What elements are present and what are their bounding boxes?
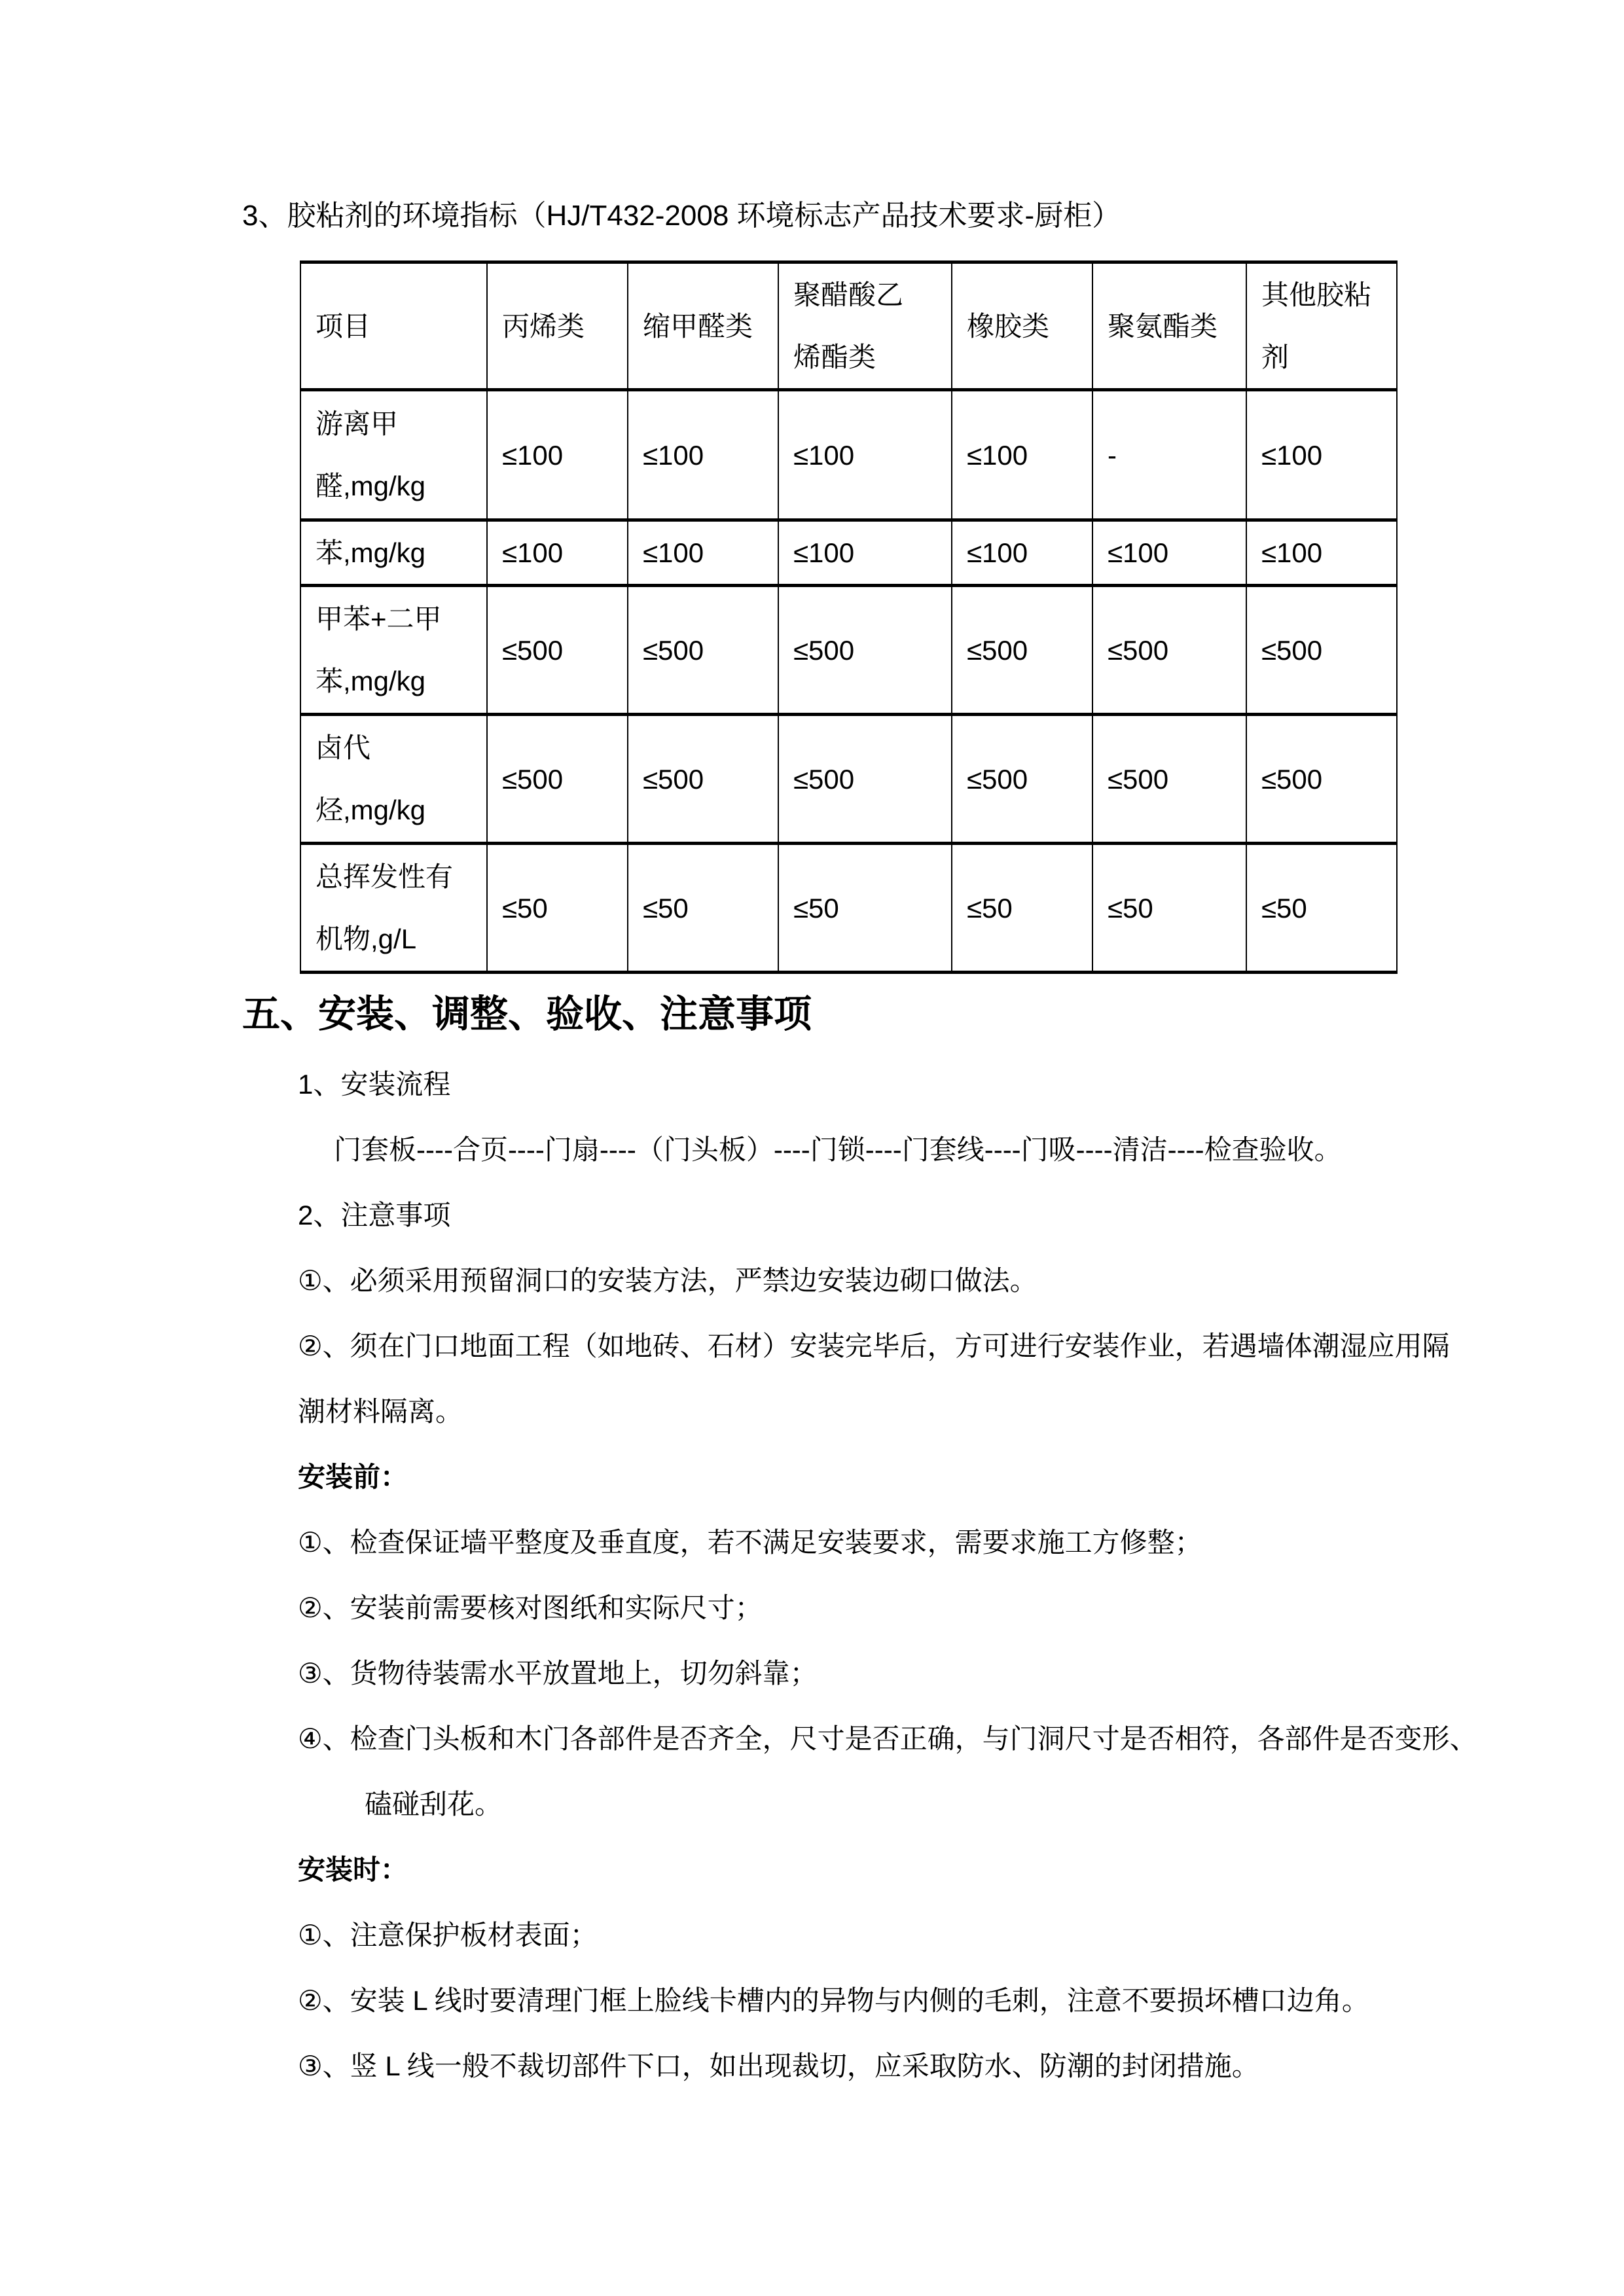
body-line-during-1: ①、注意保护板材表面； [298, 1920, 598, 1950]
body-line-install-flow: 门套板----合页----门扇----（门头板）----门锁----门套线----门吸----清洁----检查验收。 [334, 1134, 1342, 1165]
table-row-benzene [300, 520, 1397, 586]
body-line-before-3: ③、货物待装需水平放置地上，切勿斜靠； [298, 1658, 818, 1689]
subhead-during-install: 安装时： [298, 1854, 408, 1885]
header-cell-other-adhesive: 其他胶粘 剂 [1246, 262, 1397, 390]
value-cell: ≤50 [778, 844, 952, 973]
value-cell: ≤100 [487, 520, 628, 586]
table-row-toluene-xylene [300, 586, 1397, 715]
header-cell-item: 项目 [300, 262, 487, 390]
body-line-before-4-cont: 磕碰刮花。 [365, 1789, 503, 1820]
body-line-before-1: ①、检查保证墙平整度及垂直度，若不满足安装要求，需要求施工方修整； [298, 1527, 1202, 1558]
value-cell: ≤500 [952, 715, 1092, 844]
value-cell: ≤500 [952, 586, 1092, 715]
value-cell: ≤50 [952, 844, 1092, 973]
body-line-note-2: ②、须在门口地面工程（如地砖、石材）安装完毕后，方可进行安装作业，若遇墙体潮湿应用隔 [298, 1331, 1450, 1361]
row-label-cell: 卤代 烃,mg/kg [300, 715, 487, 844]
body-line-notes-label: 2、注意事项 [298, 1200, 451, 1230]
value-cell: ≤100 [778, 520, 952, 586]
body-line-install-process-label: 1、安装流程 [298, 1069, 451, 1100]
body-line-during-3: ③、竖 L 线一般不裁切部件下口，如出现裁切，应采取防水、防潮的封闭措施。 [298, 2051, 1259, 2081]
value-cell: ≤500 [487, 715, 628, 844]
value-cell: ≤500 [628, 715, 778, 844]
value-cell: ≤100 [487, 390, 628, 520]
table-row-tvoc [300, 844, 1397, 973]
value-cell: ≤100 [628, 520, 778, 586]
value-cell: ≤500 [628, 586, 778, 715]
value-cell: ≤100 [1092, 520, 1246, 586]
row-label-cell: 甲苯+二甲 苯,mg/kg [300, 586, 487, 715]
value-cell: ≤500 [1246, 715, 1397, 844]
section5 [0, 977, 1624, 2099]
row-label-cell: 总挥发性有 机物,g/L [300, 844, 487, 973]
header-cell-acrylic: 丙烯类 [487, 262, 628, 390]
body-line-before-2: ②、安装前需要核对图纸和实际尺寸； [298, 1592, 763, 1623]
value-cell: ≤100 [778, 390, 952, 520]
value-cell: - [1092, 390, 1246, 520]
value-cell: ≤50 [1092, 844, 1246, 973]
value-cell: ≤50 [628, 844, 778, 973]
value-cell: ≤500 [1092, 715, 1246, 844]
value-cell: ≤50 [1246, 844, 1397, 973]
section3-title: 3、胶粘剂的环境指标（HJ/T432-2008 环境标志产品技术要求-厨柜） [242, 200, 1121, 232]
body-line-note-1: ①、必须采用预留洞口的安装方法，严禁边安装边砌口做法。 [298, 1265, 1038, 1296]
row-label-cell: 游离甲 醛,mg/kg [300, 390, 487, 520]
value-cell: ≤50 [487, 844, 628, 973]
row-label-cell: 苯,mg/kg [300, 520, 487, 586]
table-row-halogenated-hydrocarbons [300, 715, 1397, 844]
value-cell: ≤500 [487, 586, 628, 715]
header-cell-polyurethane: 聚氨酯类 [1092, 262, 1246, 390]
table-row-free-formaldehyde [300, 390, 1397, 520]
value-cell: ≤100 [628, 390, 778, 520]
body-line-before-4: ④、检查门头板和木门各部件是否齐全，尺寸是否正确，与门洞尺寸是否相符，各部件是否变形、 [298, 1723, 1477, 1754]
body-line-note-2-cont: 潮材料隔离。 [298, 1396, 463, 1427]
header-cell-pvac: 聚醋酸乙 烯酯类 [778, 262, 952, 390]
table-header-row [300, 262, 1397, 390]
value-cell: ≤500 [1246, 586, 1397, 715]
header-cell-rubber: 橡胶类 [952, 262, 1092, 390]
value-cell: ≤500 [1092, 586, 1246, 715]
value-cell: ≤100 [952, 520, 1092, 586]
adhesive-env-table [300, 260, 1398, 974]
value-cell: ≤100 [952, 390, 1092, 520]
header-cell-formaldehyde-condensate: 缩甲醛类 [628, 262, 778, 390]
subhead-before-install: 安装前： [298, 1462, 408, 1492]
value-cell: ≤100 [1246, 520, 1397, 586]
value-cell: ≤500 [778, 715, 952, 844]
value-cell: ≤100 [1246, 390, 1397, 520]
body-line-during-2: ②、安装 L 线时要清理门框上脸线卡槽内的异物与内侧的毛刺，注意不要损坏槽口边角。 [298, 1985, 1369, 2016]
value-cell: ≤500 [778, 586, 952, 715]
section5-heading: 五、安装、调整、验收、注意事项 [242, 993, 812, 1035]
